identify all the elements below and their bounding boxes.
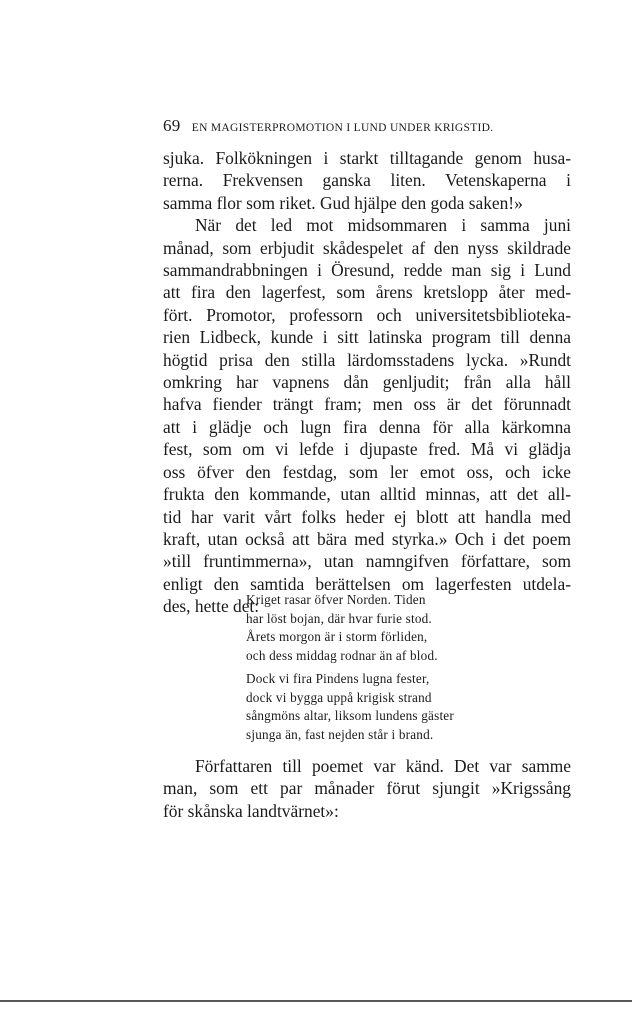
text-line: omkring har vapnens dån genljudit; från alla håll bbox=[163, 372, 571, 393]
text-line: rien Lidbeck, kunde i sitt latinska program till denna bbox=[163, 327, 571, 348]
text-line: När det led mot midsommaren i samma juni bbox=[195, 215, 571, 236]
text-line: att fira den lagerfest, som årens kretslopp åter med- bbox=[163, 282, 571, 303]
paragraph-lidbeck-promotion bbox=[163, 147, 571, 618]
text-line: samma flor som riket. Gud hjälpe den goda saken!» bbox=[163, 192, 523, 213]
text-line: hafva fiender trängt fram; men oss är det förunnadt bbox=[163, 394, 571, 415]
text-line: rerna. Frekvensen ganska liten. Vetenskaperna i bbox=[163, 170, 571, 191]
text-line: enligt den samtida berättelsen om lagerfesten utdela- bbox=[163, 573, 571, 594]
text-line: des, hette det: bbox=[163, 596, 260, 617]
text-line: Författaren till poemet var känd. Det var samme bbox=[195, 756, 571, 776]
text-line: fört. Promotor, professorn och universitetsbiblioteka- bbox=[163, 304, 571, 325]
poem-line: dock vi bygga uppå krigisk strand bbox=[246, 689, 432, 705]
poem-line: sjunga än, fast nejden står i brand. bbox=[246, 726, 434, 742]
running-title: EN MAGISTERPROMOTION I LUND UNDER KRIGSTID. bbox=[191, 122, 494, 134]
poem-line: har löst bojan, där hvar furie stod. bbox=[246, 610, 432, 626]
poem-line: och dess middag rodnar än af blod. bbox=[246, 647, 438, 663]
poem-line: Årets morgon är i storm förliden, bbox=[246, 629, 428, 645]
text-line: fest, som om vi lefde i djupaste fred. Må vi glädja bbox=[163, 439, 571, 460]
text-line: för skånska landtvärnet»: bbox=[163, 800, 339, 821]
text-line: frukta den kommande, utan alltid minnas, att det all- bbox=[163, 484, 571, 505]
text-line: kraft, utan också att bära med styrka.» Och i det poem bbox=[163, 528, 571, 549]
text-line: sammandrabbningen i Öresund, redde man sig i Lund bbox=[163, 260, 571, 281]
poem-stanza-1 bbox=[246, 591, 546, 665]
poem-line: sångmöns altar, liksom lundens gäster bbox=[246, 708, 454, 724]
text-line: man, som ett par månader förut sjungit »Krigssång bbox=[163, 778, 571, 799]
text-line: »till fruntimmerna», utan namngifven författare, som bbox=[163, 551, 571, 572]
page-number: 69 bbox=[163, 116, 181, 135]
text-line: oss öfver den festdag, som ler emot oss, och icke bbox=[163, 461, 571, 482]
poem-stanza-2 bbox=[246, 670, 546, 744]
running-header bbox=[163, 116, 573, 136]
poem-line: Kriget rasar öfver Norden. Tiden bbox=[246, 592, 426, 607]
text-line: sjuka. Folkökningen i starkt tilltagande genom husa- bbox=[163, 148, 571, 168]
poem-line: Dock vi fira Pindens lugna fester, bbox=[246, 671, 430, 686]
text-line: att i glädje och lugn fira denna för alla kärkomna bbox=[163, 416, 571, 437]
scan-edge-line bbox=[0, 1000, 632, 1002]
paragraph-author bbox=[163, 755, 571, 822]
text-line: högtid prisa den stilla lärdomsstadens lycka. »Rundt bbox=[163, 349, 571, 370]
text-line: månad, som erbjudit skådespelet af den nyss skildrade bbox=[163, 237, 571, 258]
text-line: tid har varit vårt folks heder ej blott att handla med bbox=[163, 506, 571, 527]
